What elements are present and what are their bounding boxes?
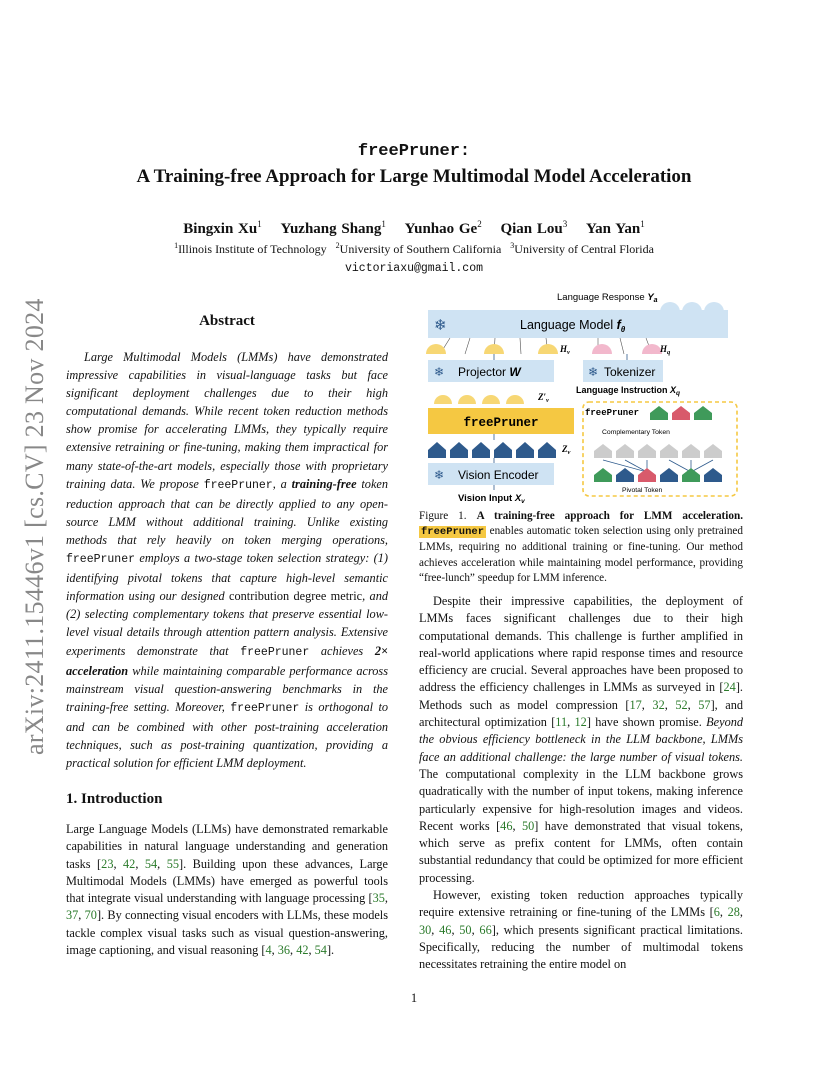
candidate-tokens <box>594 444 722 458</box>
pivotal-token-label: Pivotal Token <box>622 487 663 494</box>
arxiv-identifier-stamp: arXiv:2411.15446v1 [cs.CV] 23 Nov 2024 <box>20 298 49 755</box>
citation-link[interactable]: 17 <box>629 697 642 712</box>
page-number: 1 <box>410 991 418 1005</box>
citation-link[interactable]: 37 <box>66 908 79 923</box>
citation-link[interactable]: 12 <box>574 715 587 730</box>
author: Yunhao Ge$^2$ <box>404 219 482 237</box>
instruction-hidden-tokens <box>592 344 662 354</box>
snowflake-icon: ❄ <box>434 318 447 334</box>
citation-link[interactable]: 6 <box>713 905 720 920</box>
pruned-visual-tokens <box>434 395 524 404</box>
right-column-text <box>419 593 743 974</box>
vision-encoder-label: Vision Encoder <box>458 468 539 482</box>
citation-link[interactable]: 36 <box>277 943 291 958</box>
projector-label: Projector W <box>458 365 521 379</box>
citation-link[interactable]: 46 <box>439 922 452 937</box>
attention-lines <box>603 460 713 472</box>
citation-link[interactable]: 23 <box>101 856 114 871</box>
complementary-token-label: Complementary Token <box>602 429 670 436</box>
citation-link[interactable]: 4 <box>265 943 272 958</box>
snowflake-icon: ❄ <box>434 365 445 379</box>
tokenizer-label: Tokenizer <box>604 365 656 379</box>
citation-link[interactable]: 30 <box>419 922 432 937</box>
snowflake-icon: ❄ <box>434 468 445 482</box>
paragraph: However, existing token reduction approaches typically require extensive retraining or fine-tuning of the LMMs [6, 28, 30, 46, 50, 66], which presents significant practical limitations. Specifically, reducing the number of multimodal tokens necessitates retraining the entire model on <box>419 888 743 972</box>
h-q-label: $H_q$ <box>660 344 671 356</box>
paragraph: Despite their impressive capabilities, the deployment of LMMs faces significant challenges due to their high computational demands. This challenge is further amplified in real-world applications where rapid response times and resource efficiency are crucial. Several approaches have been proposed to address the efficiency challenges in LMMs as surveyed in [24]. Methods such as model compression [17, 32, 52, 57], and architectural optimization [11, 12] have shown promise. Beyond the obvious efficiency bottleneck in the LLM backbone, LMMs face an additional challenge: the large number of visual tokens. The computational complexity in the LLM backbone grows quadratically with the number of input tokens, making inference particularly expensive for high-resolution images and videos. Recent works [46, 50] have demonstrated that visual tokens, which serve as prefix content for LMMs, often contain substantial redundancy that could be optimized for more efficient processing. <box>419 594 744 885</box>
citation-link[interactable]: 54 <box>314 943 327 958</box>
freepruner-label: freePruner <box>463 416 539 430</box>
author-list <box>0 219 828 238</box>
section-heading-introduction: 1. Introduction <box>66 791 163 807</box>
citation-link[interactable]: 28 <box>727 905 740 920</box>
citation-link[interactable]: 52 <box>675 697 688 712</box>
citation-link[interactable]: 55 <box>166 856 179 871</box>
author: Yuzhang Shang$^1$ <box>280 219 386 237</box>
figure-1-diagram <box>420 282 742 506</box>
z-v-label: $Z_v$ <box>562 444 571 456</box>
language-response-label: Language Response $Y_a$ <box>557 292 658 304</box>
affiliations: $^1$Illinois Institute of Technology $^2$University of Southern California $^3$University of Central Florida <box>174 241 654 256</box>
z-v-prime-label: $Z'_v$ <box>538 392 549 404</box>
title-method-name: freePruner: <box>357 142 471 161</box>
language-instruction-label: Language Instruction $X_q$ <box>576 385 681 397</box>
figure-1-caption: Figure 1. A training-free approach for LMM acceleration. freePruner enables automatic token selection using only pretrained LMMs, requiring no additional training or fine-tuning. Our method achieves acceleration while maintaining model performance, providing “free-lunch” speedup for LMM inference. <box>419 510 743 584</box>
citation-link[interactable]: 35 <box>372 891 385 906</box>
paper-title: A Training-free Approach for Large Multimodal Model Acceleration <box>136 166 692 187</box>
author: Yan Yan$^1$ <box>586 219 645 237</box>
citation-link[interactable]: 42 <box>123 856 136 871</box>
introduction-text: Large Language Models (LLMs) have demonstrated remarkable capabilities in natural language understanding and generation tasks [23, 42, 54, 55]. Building upon these advances, Large Multimodal Models (LMMs) have emerged as powerful tools that integrate visual understanding with language processing [35, 37, 70]. By connecting visual encoders with LLMs, these models tackle complex visual tasks such as visual question-answering, image captioning, and visual reasoning [4, 36, 42, 54]. <box>66 822 389 958</box>
author-email[interactable]: victoriaxu@gmail.com <box>344 262 484 275</box>
snowflake-icon: ❄ <box>588 365 599 379</box>
selected-tokens <box>650 406 712 420</box>
author: Qian Lou$^3$ <box>500 219 568 237</box>
citation-link[interactable]: 24 <box>723 680 736 695</box>
h-v-label: $H_v$ <box>560 344 570 356</box>
citation-link[interactable]: 54 <box>144 856 158 871</box>
language-model-label: Language Model $f_\theta$ <box>520 318 626 334</box>
vision-input-label: Vision Input $X_v$ <box>458 493 525 505</box>
citation-link[interactable]: 70 <box>84 908 97 923</box>
citation-link[interactable]: 11 <box>555 715 568 730</box>
visual-hidden-tokens <box>426 344 558 354</box>
abstract-text: Large Multimodal Models (LMMs) have demonstrated impressive capabilities in visual-language tasks but face significant deployment challenges due to their high computational demands. While recent token reduction methods show promise for accelerating LMMs, they typically require extensive retraining or fine-tuning, making them impractical for many state-of-the-art models, especially those with proprietary training data. We propose freePruner, a training-free token reduction approach that can be directly applied to any open-source LMM without additional training. Unlike existing methods that rely heavily on token merging operations, freePruner employs a two-stage token selection strategy: (1) identifying pivotal tokens that capture high-level semantic information using our designed contribution degree metric, and (2) selecting complementary tokens that preserve essential low-level visual details through attention pattern analysis. Extensive experiments demonstrate that freePruner achieves 2× acceleration while maintaining comparable performance across mainstream visual question-answering benchmarks in the training-free setting. Moreover, freePruner is orthogonal to and can be combined with other post-training acceleration techniques, such as post-training quantization, providing a practical solution for efficient LMM deployment. <box>66 350 389 771</box>
citation-link[interactable]: 66 <box>479 922 492 937</box>
citation-link[interactable]: 42 <box>296 943 309 958</box>
citation-link[interactable]: 50 <box>521 818 535 833</box>
abstract-heading: Abstract <box>199 313 255 329</box>
visual-tokens <box>428 442 556 458</box>
citation-link[interactable]: 57 <box>698 697 711 712</box>
citation-link[interactable]: 46 <box>500 818 513 833</box>
citation-link[interactable]: 32 <box>652 697 665 712</box>
author: Bingxin Xu$^1$ <box>183 219 262 237</box>
pivot-candidate-tokens <box>594 468 722 482</box>
citation-link[interactable]: 50 <box>459 922 472 937</box>
freepruner-inset-label: freePruner <box>585 408 640 418</box>
